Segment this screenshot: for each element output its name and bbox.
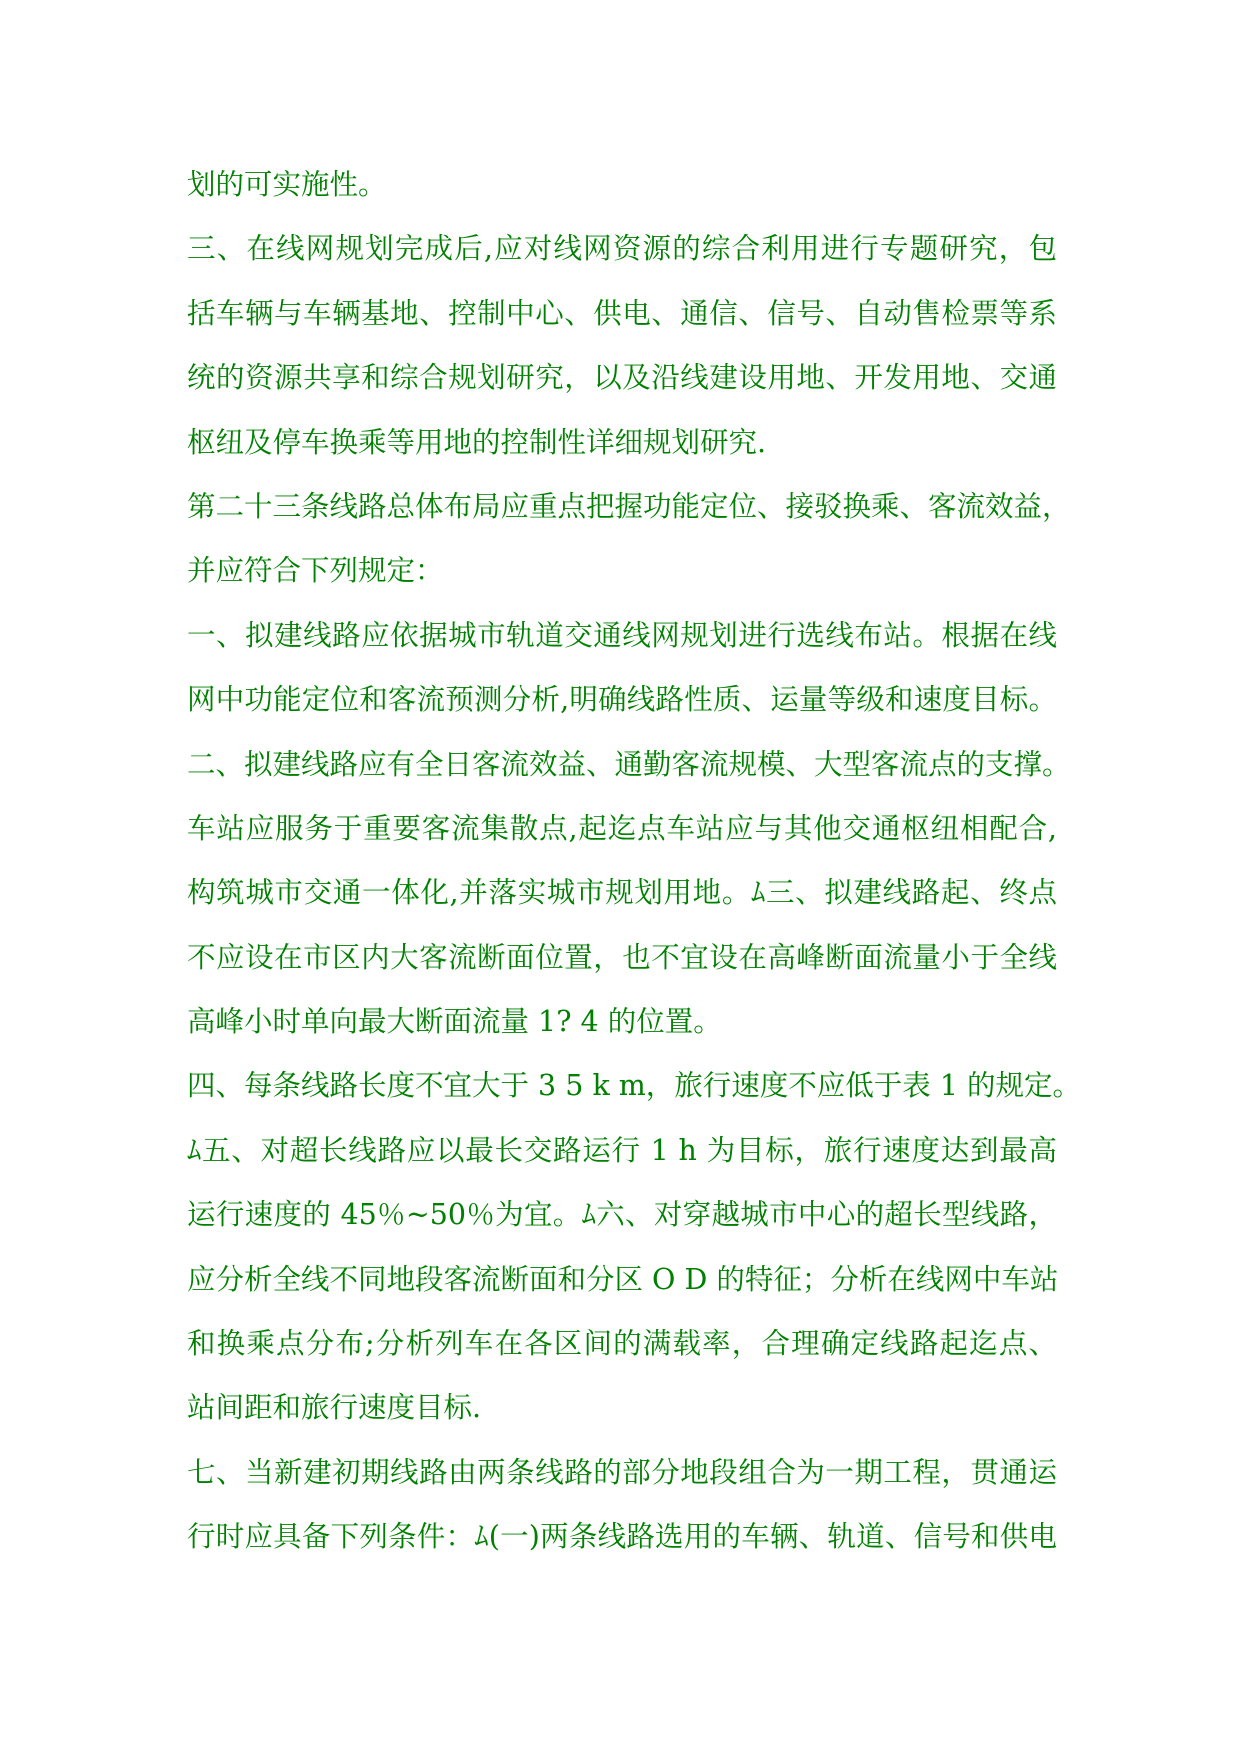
text-line: 和换乘点分布;分析列车在各区间的满载率，合理确定线路起迄点、 (187, 1327, 1057, 1361)
text-line: 划的可实施性。 (187, 168, 387, 201)
text-line: 高峰小时单向最大断面流量 1? 4 的位置。 (187, 1005, 722, 1039)
text-line: 括车辆与车辆基地、控制中心、供电、通信、信号、自动售检票等系 (187, 296, 1057, 330)
text-line: 七、当新建初期线路由两条线路的部分地段组合为一期工程，贯通运 (187, 1455, 1057, 1489)
text-line: 统的资源共享和综合规划研究，以及沿线建设用地、开发用地、交通 (187, 361, 1057, 395)
text-line: 二、拟建线路应有全日客流效益、通勤客流规模、大型客流点的支撑。 (187, 747, 1071, 781)
text-line: 四、每条线路长度不宜大于 3 5 k m，旅行速度不应低于表 1 的规定。 (187, 1069, 1082, 1103)
text-line: 车站应服务于重要客流集散点,起迄点车站应与其他交通枢纽相配合, (187, 811, 1057, 845)
text-line: 枢纽及停车换乘等用地的控制性详细规划研究. (187, 425, 767, 459)
text-line: ﾑ五、对超长线路应以最长交路运行 1 h 为目标，旅行速度达到最高 (187, 1133, 1057, 1167)
text-line: 第二十三条线路总体布局应重点把握功能定位、接驳换乘、客流效益， (187, 489, 1071, 523)
document-body (187, 153, 1082, 1570)
text-line: 行时应具备下列条件：ﾑ(一)两条线路选用的车辆、轨道、信号和供电 (187, 1520, 1057, 1554)
text-line: 应分析全线不同地段客流断面和分区 O D 的特征；分析在线网中车站 (187, 1262, 1059, 1296)
text-line: 并应符合下列规定： (187, 554, 444, 588)
text-line: 一、拟建线路应依据城市轨道交通线网规划进行选线布站。根据在线 (187, 618, 1057, 652)
text-line: 站间距和旅行速度目标. (187, 1391, 482, 1425)
text-line: 三、在线网规划完成后,应对线网资源的综合利用进行专题研究，包 (187, 232, 1057, 266)
text-line: 运行速度的 45％~50％为宜。ﾑ六、对穿越城市中心的超长型线路， (187, 1198, 1057, 1232)
text-line: 不应设在市区内大客流断面位置，也不宜设在高峰断面流量小于全线 (187, 940, 1057, 974)
text-line: 网中功能定位和客流预测分析,明确线路性质、运量等级和速度目标。 (187, 683, 1057, 717)
text-line: 构筑城市交通一体化,并落实城市规划用地。ﾑ三、拟建线路起、终点 (187, 876, 1057, 910)
